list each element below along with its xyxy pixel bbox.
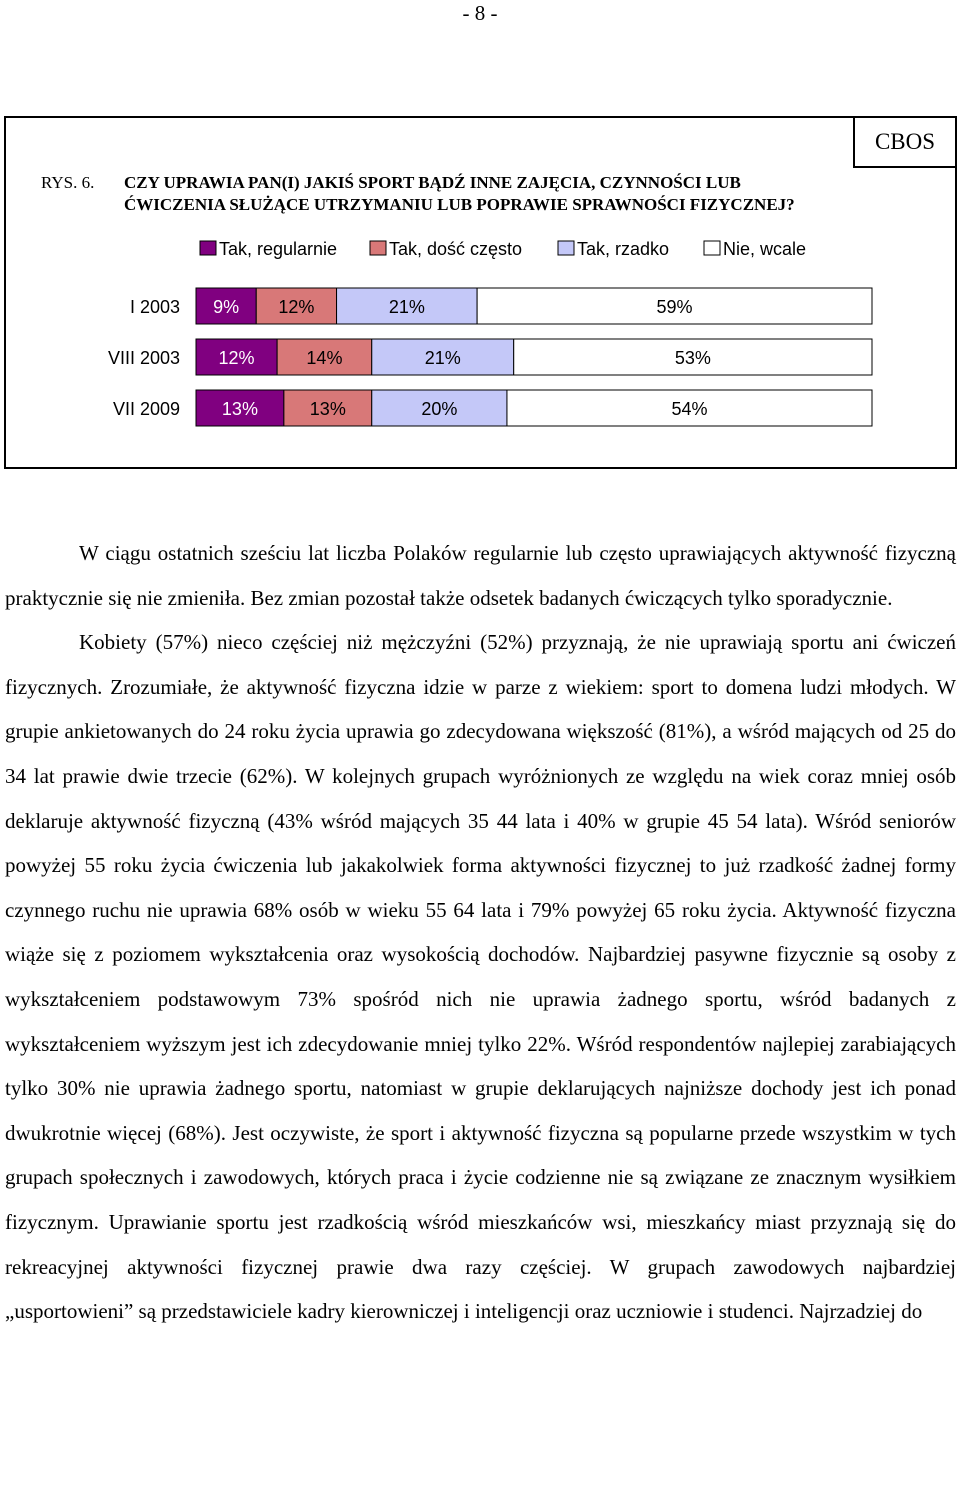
legend-swatch bbox=[200, 241, 216, 255]
legend-label: Tak, rzadko bbox=[577, 239, 670, 259]
legend-swatch bbox=[704, 241, 720, 255]
legend-swatch bbox=[558, 241, 574, 255]
legend-label: Tak, regularnie bbox=[219, 239, 338, 259]
data-label: 13% bbox=[221, 399, 258, 419]
category-label: VIII 2003 bbox=[107, 348, 180, 368]
data-label: 54% bbox=[671, 399, 708, 419]
body-text bbox=[5, 531, 956, 1334]
data-label: 9% bbox=[213, 297, 240, 317]
category-label: I 2003 bbox=[129, 297, 180, 317]
paragraph-2: Kobiety (57%) nieco częściej niż mężczyźni (52%) przyznają, że nie uprawiają sportu ani ćwiczeń fizycznych. Zrozumiałe, że aktywność fizyczna idzie w parze z wiekiem: sport to domena ludzi młodych. W grupie ankietowanych do 24 roku życia uprawia go zdecydowana większość (81%), a wśród mających od 25 do 34 lat prawie dwie trzecie (62%). W kolejnych grupach wyróżnionych ze względu na wiek coraz mniej osób deklaruje aktywność fizyczną (43% wśród mających 35 44 lata i 40% w grupie 45 54 lata). Wśród seniorów powyżej 55 roku życia ćwiczenia lub jakakolwiek forma aktywności fizycznej to już rzadkość żadnej formy czynnego ruchu nie uprawia 68% osób w wieku 55 64 lata i 79% powyżej 65 roku życia. Aktywność fizyczna wiąże się z poziomem wykształcenia oraz wysokością dochodów. Najbardziej pasywne fizycznie są osoby z wykształceniem podstawowym 73% spośród nich nie uprawia żadnego sportu, wśród badanych z wykształceniem wyższym jest ich zdecydowanie mniej tylko 22%. Wśród respondentów najlepiej zarabiających tylko 30% nie uprawia żadnego sportu, natomiast w grupie deklarujących najniższe dochody jest ich ponad dwukrotnie więcej (68%). Jest oczywiste, że sport i aktywność fizyczna są popularne przede wszystkim w tych grupach społecznych i zawodowych, których praca i życie codzienne nie są związane ze znacznym wysiłkiem fizycznym. Uprawianie sportu jest rzadkością wśród mieszkańców wsi, mieszkańcy miast przyznają się do rekreacyjnej aktywności fizycznej prawie dwa razy częściej. W grupach zawodowych najbardziej „usportowieni” są przedstawiciele kadry kierowniczej i inteligencji oraz uczniowie i studenci. Najrzadziej do bbox=[5, 630, 956, 1324]
page-number: - 8 - bbox=[462, 1, 498, 25]
data-label: 14% bbox=[306, 348, 343, 368]
figure-title-line-1: CZY UPRAWIA PAN(I) JAKIŚ SPORT BĄDŹ INNE ZAJĘCIA, CZYNNOŚCI LUB bbox=[124, 173, 741, 192]
data-label: 53% bbox=[674, 348, 711, 368]
figure-label: RYS. 6. bbox=[41, 173, 95, 192]
data-label: 20% bbox=[421, 399, 458, 419]
data-label: 21% bbox=[424, 348, 461, 368]
source-logo: CBOS bbox=[853, 116, 957, 168]
data-label: 59% bbox=[656, 297, 693, 317]
data-label: 12% bbox=[278, 297, 315, 317]
legend-label: Tak, dość często bbox=[389, 239, 523, 259]
data-label: 13% bbox=[309, 399, 346, 419]
legend-swatch bbox=[370, 241, 386, 255]
paragraph-1: W ciągu ostatnich sześciu lat liczba Polaków regularnie lub często uprawiających aktywność fizyczną praktycznie się nie zmieniła. Bez zmian pozostał także odsetek badanych ćwiczących tylko sporadycznie. bbox=[5, 541, 956, 610]
figure-title-line-2: ĆWICZENIA SŁUŻĄCE UTRZYMANIU LUB POPRAWIE SPRAWNOŚCI FIZYCZNEJ? bbox=[124, 195, 795, 214]
data-label: 12% bbox=[218, 348, 255, 368]
data-label: 21% bbox=[388, 297, 425, 317]
legend-label: Nie, wcale bbox=[723, 239, 807, 259]
stacked-bar-chart bbox=[0, 0, 960, 480]
category-label: VII 2009 bbox=[112, 399, 180, 419]
